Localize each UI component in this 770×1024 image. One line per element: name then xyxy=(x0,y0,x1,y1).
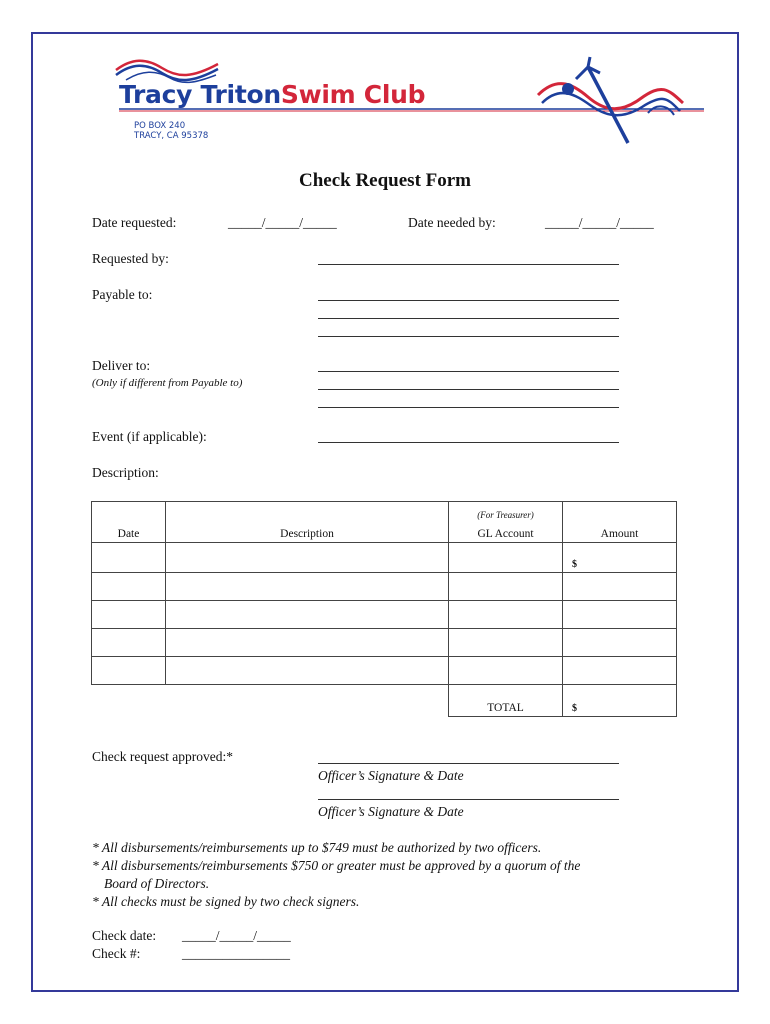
date-requested-field[interactable]: _____/_____/_____ xyxy=(228,215,337,230)
row-gl-account-cell[interactable] xyxy=(449,543,563,573)
table-row xyxy=(92,601,677,629)
table-row xyxy=(92,629,677,657)
date-needed-label: Date needed by: xyxy=(408,215,496,230)
signature-caption-2: Officer’s Signature & Date xyxy=(318,804,464,819)
payable-to-label: Payable to: xyxy=(92,287,153,302)
deliver-to-note: (Only if different from Payable to) xyxy=(92,377,243,389)
row-date-cell[interactable] xyxy=(92,601,166,629)
row-amount-cell[interactable] xyxy=(563,657,677,685)
address-line-1: PO BOX 240 xyxy=(134,121,186,131)
row-gl-account-cell[interactable] xyxy=(449,657,563,685)
check-date-field[interactable]: _____/_____/_____ xyxy=(182,928,291,943)
note-1: * All disbursements/reimbursements up to $749 must be authorized by two officers. xyxy=(92,840,542,855)
note-2-continued: Board of Directors. xyxy=(104,876,210,891)
header-description: Description xyxy=(166,502,449,543)
signature-line-2[interactable] xyxy=(318,799,619,800)
check-number-label: Check #: xyxy=(92,946,141,961)
date-requested-label: Date requested: xyxy=(92,215,177,230)
row-description-cell[interactable] xyxy=(166,657,449,685)
row-description-cell[interactable] xyxy=(166,543,449,573)
row-date-cell[interactable] xyxy=(92,573,166,601)
deliver-to-line-2[interactable] xyxy=(318,389,619,390)
header-amount: Amount xyxy=(563,502,677,543)
check-date-label: Check date: xyxy=(92,928,157,943)
row-amount-cell[interactable] xyxy=(563,629,677,657)
note-2: * All disbursements/reimbursements $750 or greater must be approved by a quorum of the xyxy=(92,858,581,873)
header-gl-account xyxy=(449,502,563,543)
event-label: Event (if applicable): xyxy=(92,429,207,444)
gl-account-label: GL Account xyxy=(477,528,534,540)
row-description-cell[interactable] xyxy=(166,629,449,657)
club-name-part2: Swim Club xyxy=(280,80,426,109)
payable-to-line-1[interactable] xyxy=(318,300,619,301)
total-amount-cell[interactable]: $ xyxy=(563,685,677,717)
row-date-cell[interactable] xyxy=(92,543,166,573)
description-label: Description: xyxy=(92,465,159,480)
row-description-cell[interactable] xyxy=(166,601,449,629)
row-amount-cell[interactable] xyxy=(563,601,677,629)
row-date-cell[interactable] xyxy=(92,657,166,685)
line-items-table xyxy=(91,501,677,717)
table-row xyxy=(92,573,677,601)
note-3: * All checks must be signed by two check signers. xyxy=(92,894,360,909)
header-date: Date xyxy=(92,502,166,543)
table-row xyxy=(92,657,677,685)
club-name-part1: Tracy Triton xyxy=(119,80,281,109)
requested-by-line[interactable] xyxy=(318,264,619,265)
table-header-row xyxy=(92,502,677,543)
signature-caption-1: Officer’s Signature & Date xyxy=(318,768,464,783)
payable-to-line-2[interactable] xyxy=(318,318,619,319)
deliver-to-line-3[interactable] xyxy=(318,407,619,408)
deliver-to-line-1[interactable] xyxy=(318,371,619,372)
total-label: TOTAL xyxy=(449,685,563,717)
signature-line-1[interactable] xyxy=(318,763,619,764)
check-number-field[interactable]: ________________ xyxy=(182,946,290,961)
row-amount-cell[interactable] xyxy=(563,573,677,601)
event-line[interactable] xyxy=(318,442,619,443)
requested-by-label: Requested by: xyxy=(92,251,169,266)
deliver-to-label: Deliver to: xyxy=(92,358,151,373)
form-title: Check Request Form xyxy=(298,170,472,191)
payable-to-line-3[interactable] xyxy=(318,336,619,337)
club-name xyxy=(119,80,425,109)
total-row xyxy=(92,685,677,717)
table-row xyxy=(92,543,677,573)
treasurer-note: (For Treasurer) xyxy=(477,510,534,520)
row-description-cell[interactable] xyxy=(166,573,449,601)
row-amount-cell[interactable]: $ xyxy=(563,543,677,573)
row-gl-account-cell[interactable] xyxy=(449,573,563,601)
row-gl-account-cell[interactable] xyxy=(449,629,563,657)
date-needed-field[interactable]: _____/_____/_____ xyxy=(545,215,654,230)
address-line-2: TRACY, CA 95378 xyxy=(134,131,209,141)
approval-label: Check request approved:* xyxy=(92,749,233,764)
row-gl-account-cell[interactable] xyxy=(449,601,563,629)
row-date-cell[interactable] xyxy=(92,629,166,657)
trident-swimmer-icon xyxy=(528,55,688,147)
